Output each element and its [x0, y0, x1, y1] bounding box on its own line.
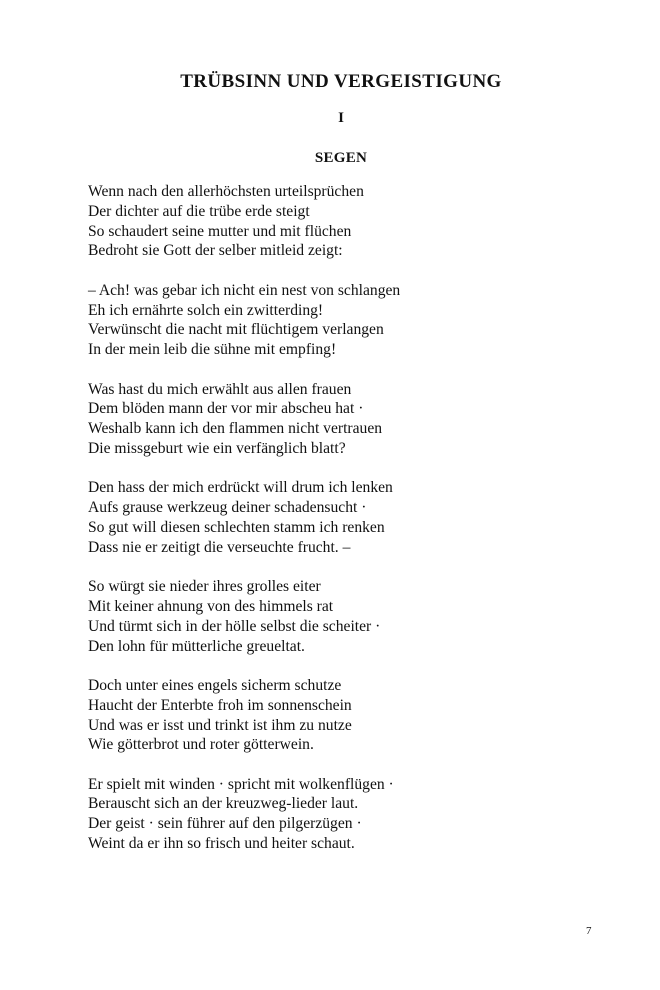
- verse-line: Was hast du mich erwählt aus allen frauen: [88, 380, 352, 398]
- verse-line: Eh ich ernährte solch ein zwitterding!: [88, 301, 324, 319]
- verse-line: Weshalb kann ich den flammen nicht vertrauen: [88, 420, 383, 438]
- verse-line: Dem blöden mann der vor mir abscheu hat ·: [88, 400, 364, 418]
- verse-line: Bedroht sie Gott der selber mitleid zeigt:: [88, 242, 343, 260]
- verse-line: Wenn nach den allerhöchsten urteilsprüchen: [88, 183, 364, 200]
- verse-line: Mit keiner ahnung von des himmels rat: [88, 597, 334, 615]
- verse-line: So gut will diesen schlechten stamm ich renken: [88, 518, 385, 536]
- stanza: [88, 577, 608, 656]
- part-number: I: [338, 110, 344, 126]
- verse-line: Den lohn für mütterliche greueltat.: [88, 637, 305, 655]
- verse-line: Der dichter auf die trübe erde steigt: [88, 202, 310, 220]
- verse-line: Verwünscht die nacht mit flüchtigem verlangen: [88, 321, 384, 339]
- page-number: 7: [586, 925, 592, 937]
- verse-line: Und türmt sich in der hölle selbst die scheiter ·: [88, 617, 381, 635]
- verse-line: So würgt sie nieder ihres grolles eiter: [88, 578, 321, 596]
- verse-line: Die missgeburt wie ein verfänglich blatt?: [88, 439, 346, 457]
- stanza: [88, 281, 608, 360]
- stanza: [88, 676, 608, 755]
- verse-line: Aufs grause werkzeug deiner schadensucht ·: [88, 499, 367, 517]
- poem-title: SEGEN: [314, 150, 368, 166]
- verse-line: Und was er isst und trinkt ist ihm zu nutze: [88, 716, 352, 734]
- poem-body: [88, 182, 608, 873]
- verse-line: In der mein leib die sühne mit empfing!: [88, 341, 337, 359]
- verse-line: Haucht der Enterbte froh im sonnenschein: [88, 696, 352, 714]
- stanza: [88, 380, 608, 459]
- verse-line: Den hass der mich erdrückt will drum ich lenken: [88, 479, 393, 497]
- stanza: [88, 182, 608, 261]
- verse-line: Der geist · sein führer auf den pilgerzügen ·: [88, 815, 362, 833]
- section-title: TRÜBSINN UND VERGEISTIGUNG: [180, 71, 502, 92]
- verse-line: – Ach! was gebar ich nicht ein nest von schlangen: [88, 281, 401, 299]
- stanza: [88, 478, 608, 557]
- verse-line: Wie götterbrot und roter götterwein.: [88, 736, 314, 754]
- verse-line: Dass nie er zeitigt die verseuchte frucht. –: [88, 538, 351, 556]
- stanza: [88, 775, 608, 854]
- verse-line: Er spielt mit winden · spricht mit wolkenflügen ·: [88, 775, 394, 793]
- verse-line: So schaudert seine mutter und mit flüchen: [88, 222, 352, 240]
- verse-line: Berauscht sich an der kreuzweg-lieder laut.: [88, 795, 359, 813]
- verse-line: Doch unter eines engels sicherm schutze: [88, 676, 342, 694]
- verse-line: Weint da er ihn so frisch und heiter schaut.: [88, 835, 355, 853]
